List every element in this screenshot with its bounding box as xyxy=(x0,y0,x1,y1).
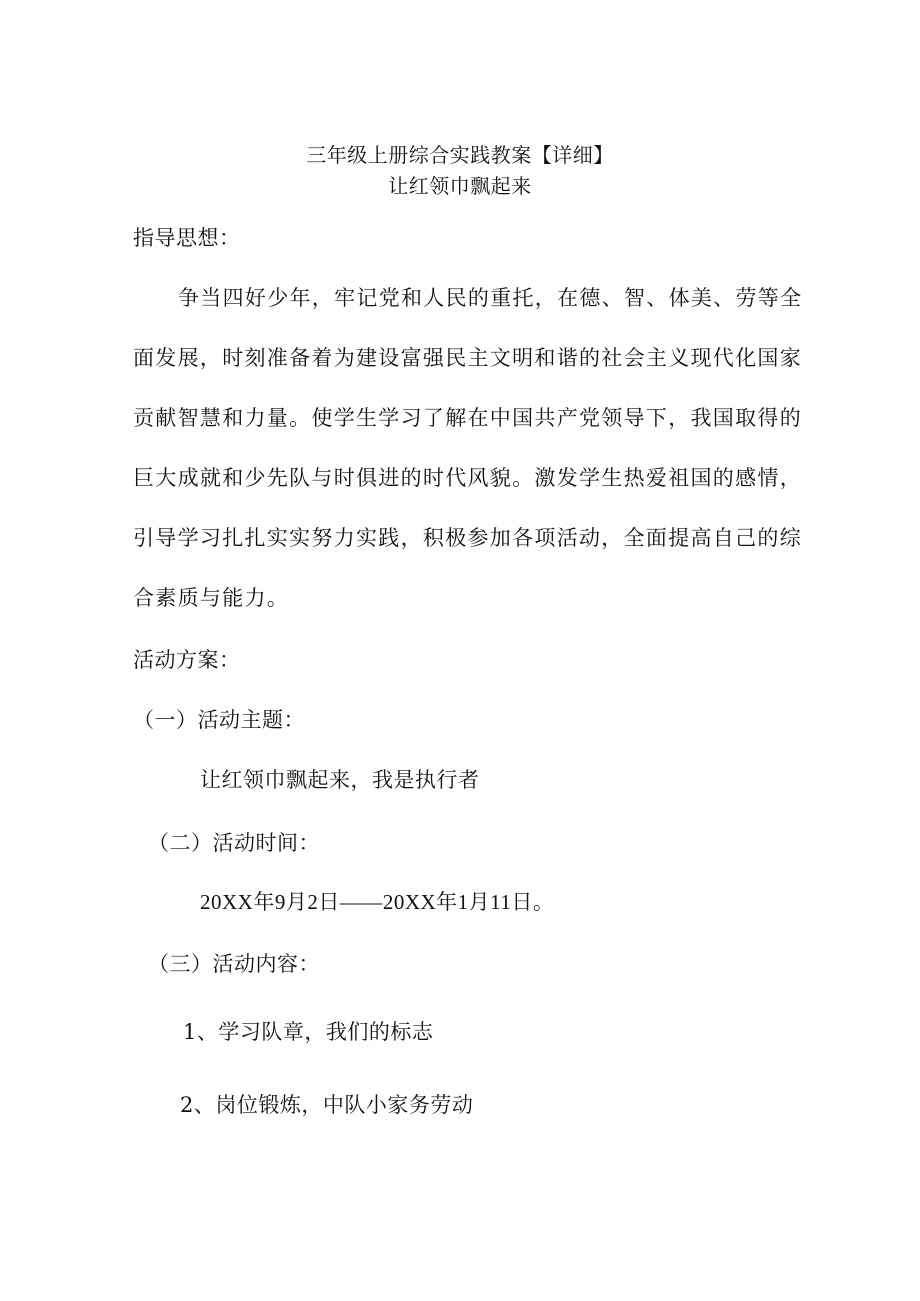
guiding-line: 贡献智慧和力量。使学生学习了解在中国共产党领导下，我国取得的 xyxy=(133,406,802,430)
document-subtitle: 让红领巾飘起来 xyxy=(388,174,532,198)
section-heading: （二）活动时间： xyxy=(148,831,320,855)
guiding-line: 引导学习扎扎实实努力实践，积极参加各项活动，全面提高自己的综 xyxy=(133,526,802,550)
list-item: 2、岗位锻炼，中队小家务劳动 xyxy=(180,1093,474,1117)
guiding-line: 巨大成就和少先队与时俱进的时代风貌。激发学生热爱祖国的感情， xyxy=(133,466,802,490)
section-heading: （一）活动主题： xyxy=(133,708,305,732)
guiding-line: 面发展，时刻准备着为建设富强民主文明和谐的社会主义现代化国家 xyxy=(133,346,802,370)
section-heading: （三）活动内容： xyxy=(148,952,320,976)
list-item: 1、学习队章，我们的标志 xyxy=(183,1020,434,1044)
document-title: 三年级上册综合实践教案【详细】 xyxy=(306,143,614,167)
guiding-line: 合素质与能力。 xyxy=(133,586,290,610)
plan-heading: 活动方案： xyxy=(133,648,241,672)
guiding-line: 争当四好少年，牢记党和人民的重托，在德、智、体美、劳等全 xyxy=(178,286,803,310)
section-content: 20XX年9月2日——20XX年1月11日。 xyxy=(200,890,555,914)
guiding-heading: 指导思想： xyxy=(133,226,241,250)
section-content: 让红领巾飘起来，我是执行者 xyxy=(200,768,480,792)
